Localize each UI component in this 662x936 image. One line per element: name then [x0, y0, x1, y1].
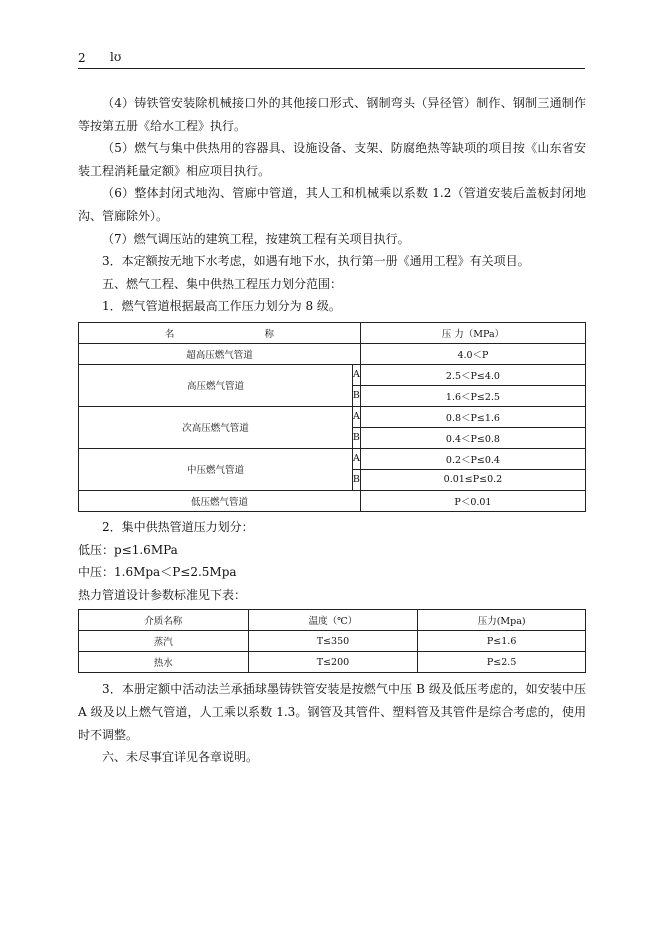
- paragraph: （6）整体封闭式地沟、管廊中管道，其人工和机械乘以系数 1.2（管道安装后盖板封闭地沟、管廊除外）。: [78, 186, 586, 223]
- table-row: [79, 652, 586, 673]
- cell-value: P＜0.01: [360, 490, 585, 511]
- header-mark: lʊ: [110, 50, 122, 64]
- page-body: [78, 92, 586, 769]
- paragraph: 3．本册定额中活动法兰承插球墨铸铁管安装是按燃气中压 B 级及低压考虑的，如安装中压 A 级及以上燃气管道，人工乘以系数 1.3。钢管及其管件、塑料管及其管件是综合考虑的，使用时不调整。: [78, 682, 586, 742]
- paragraph: 低压：p≤1.6MPa: [78, 542, 178, 557]
- cell-grade: A: [352, 406, 360, 427]
- gas-pressure-table: [78, 322, 586, 512]
- cell-name: 高压燃气管道: [79, 364, 353, 406]
- header-name-right: 称: [264, 328, 274, 340]
- cell-name: 中压燃气管道: [79, 448, 353, 490]
- table-cell: T≤200: [248, 652, 418, 673]
- paragraph: （7）燃气调压站的建筑工程，按建筑工程有关项目执行。: [102, 231, 410, 246]
- header-name-left: 名: [164, 328, 175, 340]
- section-heading: 六、未尽事宜详见各章说明。: [102, 750, 259, 765]
- paragraph: 3．本定额按无地下水考虑，如遇有地下水，执行第一册《通用工程》有关项目。: [102, 254, 530, 269]
- cell-name: 超高压燃气管道: [79, 343, 361, 364]
- paragraph: 中压：1.6Mpa＜P≤2.5Mpa: [78, 565, 237, 580]
- table-cell: P≤2.5: [418, 652, 586, 673]
- cell-grade: B: [352, 385, 360, 406]
- table-header-name: [79, 322, 361, 343]
- table-header-pressure: 压 力（MPa）: [360, 322, 585, 343]
- cell-grade: A: [352, 448, 360, 469]
- table-cell: P≤1.6: [418, 631, 586, 652]
- section-heading: 五、燃气工程、集中供热工程压力划分范围：: [102, 276, 343, 291]
- table-header: 温度（℃）: [248, 610, 418, 631]
- table-header: 介质名称: [79, 610, 249, 631]
- cell-value: 0.2＜P≤0.4: [360, 448, 585, 469]
- heat-pipe-params-table: [78, 609, 586, 673]
- cell-value: 1.6＜P≤2.5: [360, 385, 585, 406]
- table-cell: 蒸汽: [79, 631, 249, 652]
- table-header: 压力(Mpa): [418, 610, 586, 631]
- table-row: [79, 631, 586, 652]
- cell-value: 0.8＜P≤1.6: [360, 406, 585, 427]
- cell-grade: B: [352, 469, 360, 490]
- paragraph: 热力管道设计参数标准见下表：: [78, 587, 247, 602]
- paragraph: 1．燃气管道根据最高工作压力划分为 8 级。: [102, 299, 341, 314]
- table-cell: 热水: [79, 652, 249, 673]
- cell-value: 0.01≤P≤0.2: [360, 469, 585, 490]
- paragraph: （4）铸铁管安装除机械接口外的其他接口形式、钢制弯头（异径管）制作、钢制三通制作等按第五册《给水工程》执行。: [78, 96, 586, 133]
- cell-grade: A: [352, 364, 360, 385]
- cell-name: 次高压燃气管道: [79, 406, 353, 448]
- cell-value: 0.4＜P≤0.8: [360, 427, 585, 448]
- cell-value: 2.5＜P≤4.0: [360, 364, 585, 385]
- page-number: 2: [78, 51, 86, 65]
- cell-grade: B: [352, 427, 360, 448]
- cell-name: 低压燃气管道: [79, 490, 361, 511]
- paragraph: （5）燃气与集中供热用的容器具、设施设备、支架、防腐绝热等缺项的项目按《山东省安装工程消耗量定额》相应项目执行。: [78, 141, 586, 178]
- cell-value: 4.0＜P: [360, 343, 585, 364]
- table-cell: T≤350: [248, 631, 418, 652]
- page-header: [78, 50, 585, 69]
- paragraph: 2．集中供热管道压力划分：: [102, 519, 254, 534]
